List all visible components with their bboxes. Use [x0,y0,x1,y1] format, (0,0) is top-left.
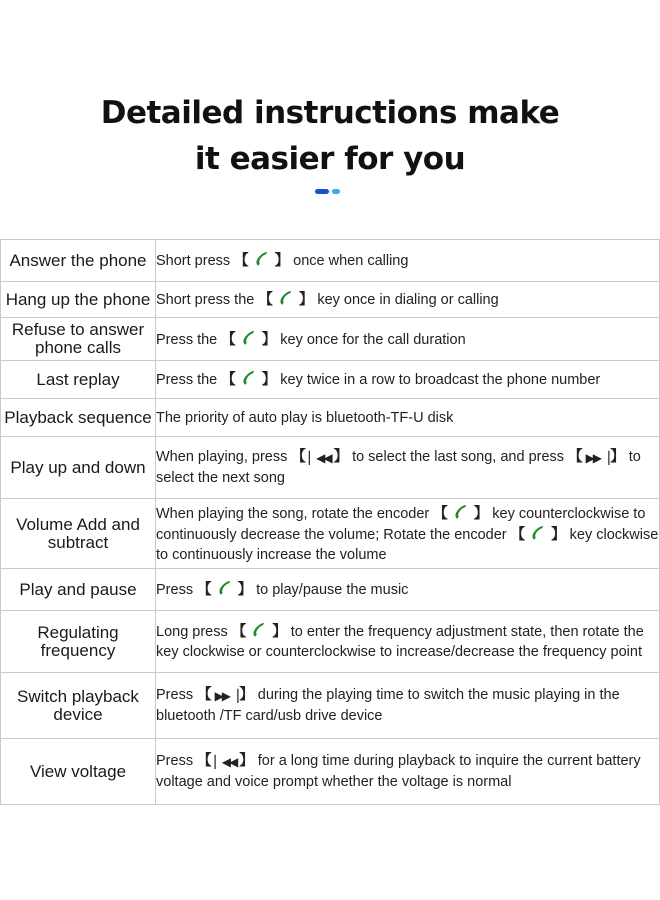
description-pre: When playing, press [156,449,288,465]
key-phone [221,329,276,350]
instruction-row [1,361,660,399]
phone-icon [216,579,234,597]
phone-icon-shape [256,252,267,266]
key-phone [258,289,313,310]
bracket-open: 【 [221,331,236,348]
bracket-open: 【 [197,582,212,598]
key-phone [234,250,289,271]
description-pre: Press the [156,372,218,388]
bracket-close: 】 [551,526,566,543]
bracket-close: 】 [261,372,277,388]
title-line-2: it easier for you [194,141,466,177]
next-track-icon: ▶▶▕ [585,451,608,465]
phone-icon [529,524,547,542]
bracket-close: 】 [237,582,253,598]
instruction-label: Playback sequence [1,399,156,437]
instruction-row [1,673,660,739]
phone-icon-shape [280,291,291,305]
bracket-open: 【 [568,449,583,465]
title-line-1: Detailed instructions make [100,95,560,131]
phone-icon [250,621,268,639]
description-pre: Press [156,687,194,703]
description-post: once when calling [293,253,409,269]
description-post: during the playing time to switch the music playing in the bluetooth /TF card/usb drive device [156,687,620,724]
page-title [0,90,660,182]
bracket-open: 【 [258,292,273,308]
instruction-description [156,399,660,437]
instruction-description [156,318,660,361]
bracket-open: 【 [197,687,212,703]
instruction-row [1,399,660,437]
instruction-description [156,437,660,499]
instruction-row [1,499,660,569]
instruction-row [1,282,660,318]
key-prev [197,751,254,772]
bracket-open: 【 [291,449,306,465]
phone-icon [240,369,258,387]
instruction-description [156,240,660,282]
phone-icon-shape [455,505,466,519]
instruction-row [1,569,660,611]
key-phone [232,621,287,642]
key-prev [291,447,348,468]
bracket-close: 】 [610,449,625,465]
description-post: key once in dialing or calling [317,292,499,308]
instruction-description [156,282,660,318]
bracket-close: 】 [333,449,349,465]
bracket-close: 】 [261,331,277,348]
instruction-row [1,240,660,282]
phone-icon [277,289,295,307]
bracket-close: 】 [239,753,254,769]
bracket-open: 【 [197,753,212,769]
instruction-label: Regulating frequency [1,611,156,673]
instruction-row [1,739,660,805]
instruction-description [156,569,660,611]
description-pre: Short press [156,253,231,269]
description-post: key once for the call duration [280,331,466,348]
key-phone [433,503,488,524]
previous-track-icon: ▏◀◀ [308,451,331,465]
description-text: The priority of auto play is bluetooth-TF-U disk [156,409,454,426]
description-post: key clockwise to continuously increase the volume [156,526,659,563]
instruction-description [156,739,660,805]
instruction-label: Answer the phone [1,240,156,282]
description-pre: Press the [156,331,218,348]
description-post: to select the next song [156,449,641,486]
instruction-row [1,318,660,361]
bracket-open: 【 [221,372,236,388]
instruction-description [156,361,660,399]
accent-dash-dark [315,189,329,194]
accent-dash-light [332,189,340,194]
instruction-row [1,437,660,499]
instruction-label: Refuse to answer phone calls [1,318,156,361]
bracket-close: 】 [272,624,287,640]
phone-icon [240,329,258,347]
instruction-description [156,499,660,569]
description-post: to play/pause the music [256,582,409,598]
bracket-open: 【 [231,624,247,640]
instruction-label: Play and pause [1,569,156,611]
description-pre: When playing the song, rotate the encoder [156,505,430,522]
instruction-label: Play up and down [1,437,156,499]
bracket-close: 】 [239,687,254,703]
bracket-open: 【 [510,526,526,543]
description-pre: Press [156,582,194,598]
description-mid: key counterclockwise to continuously decrease the volume; Rotate the encoder [156,505,646,543]
previous-track-icon: ▏◀◀ [214,755,237,769]
instruction-row [1,611,660,673]
instruction-description [156,673,660,739]
key-phone [197,579,252,600]
phone-icon [253,250,271,268]
phone-icon-shape [533,526,544,540]
bracket-close: 】 [473,505,489,522]
bracket-open: 【 [433,505,448,522]
instruction-label: Last replay [1,361,156,399]
description-post: to enter the frequency adjustment state, then rotate the key clockwise or counterclockwise to increase/decrease the frequency point [156,624,644,660]
bracket-close: 】 [298,292,314,308]
instruction-label: Switch playback device [1,673,156,739]
key-next [197,685,254,706]
phone-icon-shape [219,581,230,595]
phone-icon-shape [243,331,254,345]
key-phone [511,524,566,545]
key-phone [221,369,276,390]
instruction-label: Hang up the phone [1,282,156,318]
instruction-description [156,611,660,673]
next-track-icon: ▶▶▕ [214,689,237,703]
description-pre: Short press the [156,292,255,308]
description-post: for a long time during playback to inquire the current battery voltage and voice prompt whether the voltage is normal [156,753,641,790]
phone-icon [452,503,470,521]
phone-icon-shape [243,371,254,385]
key-next [568,447,625,468]
description-post: key twice in a row to broadcast the phone number [280,372,601,388]
instruction-label: View voltage [1,739,156,805]
instructions-table [0,239,660,805]
description-pre: Press [156,753,194,769]
bracket-close: 】 [274,253,290,269]
description-mid: to select the last song, and press [352,449,565,465]
bracket-open: 【 [234,253,249,269]
description-pre: Long press [156,624,228,640]
phone-icon-shape [254,623,265,637]
instruction-label: Volume Add and subtract [1,499,156,569]
